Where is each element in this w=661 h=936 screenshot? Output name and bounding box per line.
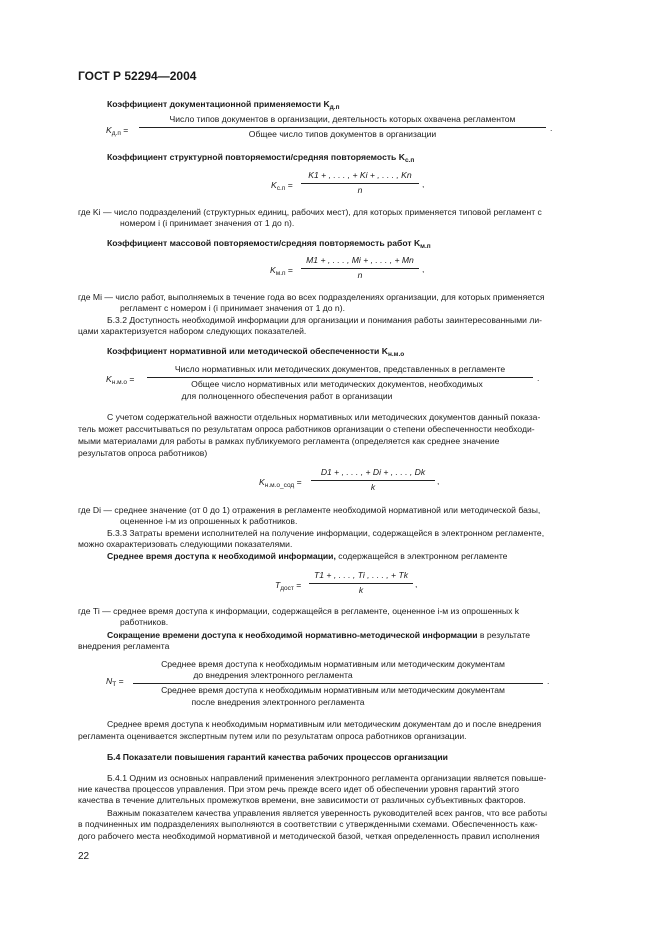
- para2-line-1: Среднее время доступа к необходимым нормативным или методическим документам до и после внедрения: [107, 719, 542, 729]
- knmosod-numerator: D1 + , . . . , + Di + , . . . , Dk: [320, 467, 426, 477]
- knmo-denominator-2: для полноценного обеспечения работ в организации: [181, 391, 393, 401]
- knmo-numerator: Число нормативных или методических документов, представленных в регламенте: [174, 364, 506, 374]
- kmp-heading: Коэффициент массовой повторяемости/средняя повторяемость работ $K_{м.п}$: [107, 238, 431, 250]
- kdp-heading: Коэффициент документационной применяемости $K_{д.п}$: [107, 99, 340, 111]
- fraction-bar: [147, 377, 533, 378]
- kmp-lhs: $K_{м.п}$ =: [270, 265, 293, 277]
- nt-numerator-2: до внедрения электронного регламента: [193, 670, 353, 680]
- para1-line-3: мыми материалами для работы в рамках публикуемого регламента (определяется как среднее значение: [78, 436, 500, 446]
- fraction-bar: [301, 183, 419, 184]
- b4-p1-line-2: ние качества процессов управления. При этом речь прежде всего идет об обеспечении уровня гарантий этого: [78, 784, 519, 794]
- tdost-lhs: $T_{дост}$ =: [275, 580, 302, 592]
- nt-fraction: [133, 659, 543, 711]
- kdp-period: .: [550, 123, 553, 133]
- fraction-bar: [311, 480, 435, 481]
- nt-heading-2: внедрения регламента: [78, 641, 170, 651]
- ksp-comma: ,: [422, 179, 425, 189]
- ksp-denominator: n: [357, 185, 363, 195]
- b4-p1-line-3: качества в течение длительных промежутков времени, вне зависимости от различных субъективных факторов.: [78, 795, 526, 805]
- knmosod-lhs: $K_{н.м.о\_сод}$ =: [259, 477, 302, 489]
- kdp-numerator: Число типов документов в организации, деятельность которых охвачена регламентом: [169, 114, 516, 124]
- para2-line-2: регламента оценивается экспертным путем или по результатам опроса работников организации.: [78, 731, 467, 741]
- tdost-where-2: работников.: [120, 617, 169, 627]
- nt-denominator-2: после внедрения электронного регламента: [191, 697, 365, 707]
- kmp-comma: ,: [422, 264, 425, 274]
- nt-period: .: [547, 676, 550, 686]
- knmo-heading: Коэффициент нормативной или методической обеспеченности $K_{н.м.о}$: [107, 346, 405, 358]
- kmp-denominator: n: [357, 270, 363, 280]
- document-header: [78, 69, 196, 83]
- knmo-denominator-1: Общее число нормативных или методических документов, необходимых: [191, 379, 483, 389]
- ksp-heading: Коэффициент структурной повторяемости/средняя повторяемость $K_{с.п}$: [107, 152, 415, 164]
- tdost-numerator: T1 + , . . . , Ti , . . . , + Tk: [314, 570, 408, 580]
- fraction-bar: [139, 127, 546, 128]
- knmosod-denominator: k: [370, 482, 376, 492]
- b4-p2-line-2: в подчиненных им подразделениях выполняются в соответствии с утвержденными схемами. Обеспеченность каж-: [78, 819, 538, 829]
- para1-line-4: результатов опроса работников): [78, 448, 208, 458]
- para1-line-2: тель может рассчитываться по результатам опроса работников организации о степени обеспеченности необходи-: [78, 424, 535, 434]
- kmp-where-2: регламент с номером i (i принимает значения от 1 до n).: [120, 303, 345, 313]
- b4-p1-line-1: Б.4.1 Одним из основных направлений применения электронного регламента организации является повыше-: [107, 773, 547, 783]
- b4-heading: Б.4 Показатели повышения гарантий качества рабочих процессов организации: [107, 752, 448, 762]
- fraction-bar: [301, 268, 419, 269]
- nt-numerator-1: Среднее время доступа к необходимым нормативным или методическим документам: [161, 659, 505, 669]
- tdost-where-1: где Ti — среднее время доступа к информации, содержащейся в регламенте, оцененное i-м из опрошенных k: [78, 606, 520, 616]
- b33-line-2: можно охарактеризовать следующими показателями.: [78, 539, 293, 549]
- ksp-where-1: где Ki — число подразделений (структурных единиц, рабочих мест), для которых применяется типовой регламент с: [78, 207, 542, 217]
- kdp-lhs: $K_{д.п}$ =: [106, 125, 129, 137]
- para1-line-1: С учетом содержательной важности отдельных нормативных или методических документов данный показа-: [107, 412, 541, 422]
- b32-line-2: цами характеризуется набором следующих показателей.: [78, 326, 307, 336]
- kdp-fraction: [139, 114, 546, 140]
- tdost-heading: Среднее время доступа к необходимой информации, содержащейся в электронном регламенте: [107, 551, 508, 561]
- knmosod-where-2: оцененное i-м из опрошенных k работников.: [120, 516, 298, 526]
- knmosod-where-1: где Di — среднее значение (от 0 до 1) отражения в регламенте необходимой нормативной или методической базы,: [78, 505, 541, 515]
- tdost-comma: ,: [415, 579, 418, 589]
- tdost-fraction: [309, 570, 413, 596]
- page-number: 22: [78, 851, 90, 862]
- kdp-denominator: Общее число типов документов в организации: [248, 129, 437, 139]
- kmp-where-1: где Mi — число работ, выполняемых в течение года во всех подразделениях организации, для которых применяется: [78, 292, 545, 302]
- ksp-where-2: номером i (i принимает значения от 1 до n).: [120, 218, 295, 228]
- fraction-bar: [309, 583, 413, 584]
- nt-heading-1: Сокращение времени доступа к необходимой нормативно-методической информации в результате: [107, 630, 531, 640]
- tdost-denominator: k: [358, 585, 364, 595]
- b4-p2-line-1: Важным показателем качества управления является уверенность руководителей всех рангов, что все работы: [107, 808, 548, 818]
- knmosod-comma: ,: [437, 476, 440, 486]
- standard-title: ГОСТ Р 52294—2004: [78, 69, 197, 83]
- ksp-fraction: [301, 170, 419, 196]
- knmo-fraction: [147, 364, 533, 404]
- knmo-lhs: $K_{н.м.о}$ =: [106, 374, 135, 386]
- ksp-numerator: K1 + , . . . , + Ki + , . . . , Kn: [308, 170, 412, 180]
- b33-line-1: Б.3.3 Затраты времени исполнителей на получение информации, содержащейся в электронном регламенте,: [107, 528, 545, 538]
- nt-lhs: $N_T$ =: [106, 676, 124, 688]
- kmp-numerator: M1 + , . . . , Mi + , . . . , + Mn: [306, 255, 414, 265]
- kmp-fraction: [301, 255, 419, 281]
- knmosod-fraction: [311, 467, 435, 493]
- b4-p2-line-3: дого рабочего места необходимой нормативной и методической базой, четкая определенность правил исполнения: [78, 831, 540, 841]
- knmo-period: .: [537, 373, 540, 383]
- b32-line-1: Б.3.2 Доступность необходимой информации для организации и понимания работы заинтересованными ли-: [107, 315, 543, 325]
- fraction-bar: [133, 683, 543, 684]
- nt-denominator-1: Среднее время доступа к необходимым нормативным или методическим документам: [161, 685, 505, 695]
- ksp-lhs: $K_{с.п}$ =: [271, 180, 293, 192]
